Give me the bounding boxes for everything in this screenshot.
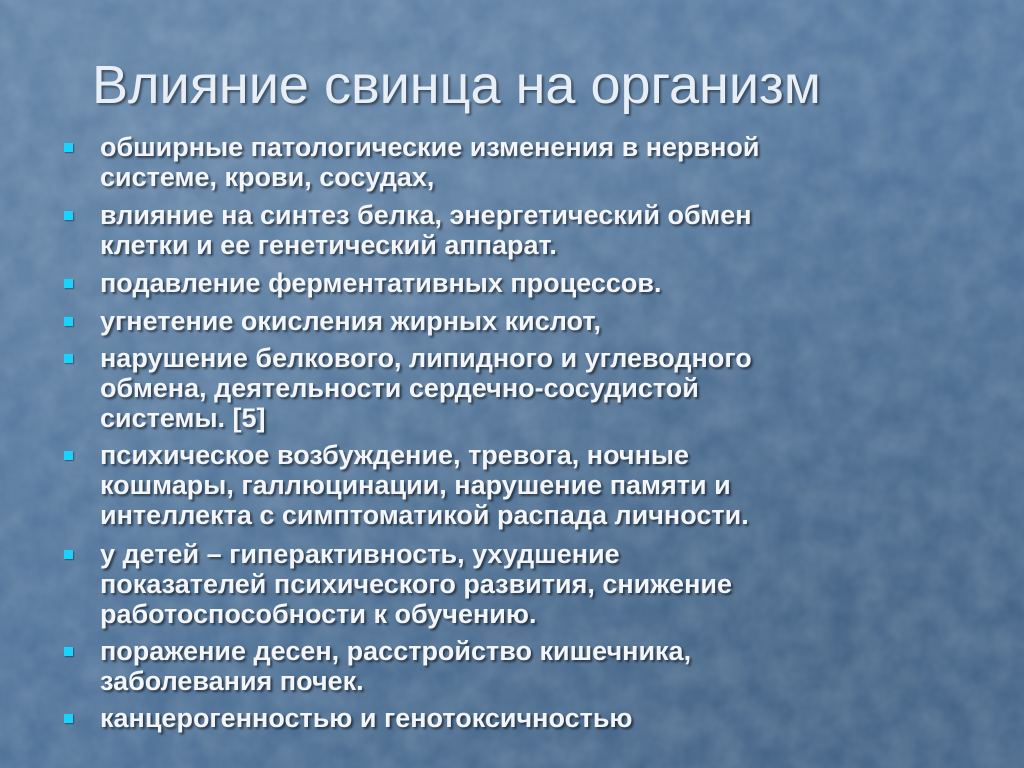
square-bullet-icon (64, 211, 73, 220)
list-item-text: поражение десен, расстройство кишечника, заболевания почек. (100, 636, 692, 696)
square-bullet-icon (64, 143, 73, 152)
list-item-text: подавление ферментативных процессов. (100, 268, 662, 298)
square-bullet-icon (64, 354, 73, 363)
list-item-text: обширные патологические изменения в нервной системе, крови, сосудах, (100, 132, 760, 192)
square-bullet-icon (64, 647, 73, 656)
list-item-text: нарушение белкового, липидного и углеводного обмена, деятельности сердечно-сосудистой системы. [5] (100, 343, 752, 433)
square-bullet-icon (64, 714, 73, 723)
square-bullet-icon (64, 451, 73, 460)
list-item-text: угнетение окисления жирных кислот, (100, 306, 602, 336)
slide-title: Влияние свинца на организм (92, 55, 821, 115)
square-bullet-icon (64, 550, 73, 559)
list-item-text: канцерогенностью и генотоксичностью (100, 703, 633, 733)
square-bullet-icon (64, 317, 73, 326)
square-bullet-icon (64, 279, 73, 288)
list-item-text: влияние на синтез белка, энергетический обмен клетки и ее генетический аппарат. (100, 200, 752, 260)
list-item-text: психическое возбуждение, тревога, ночные кошмары, галлюцинации, нарушение памяти и интеллекта с симптоматикой распада личности. (100, 440, 749, 530)
list-item-text: у детей – гиперактивность, ухудшение показателей психического развития, снижение работоспособности к обучению. (100, 539, 732, 629)
